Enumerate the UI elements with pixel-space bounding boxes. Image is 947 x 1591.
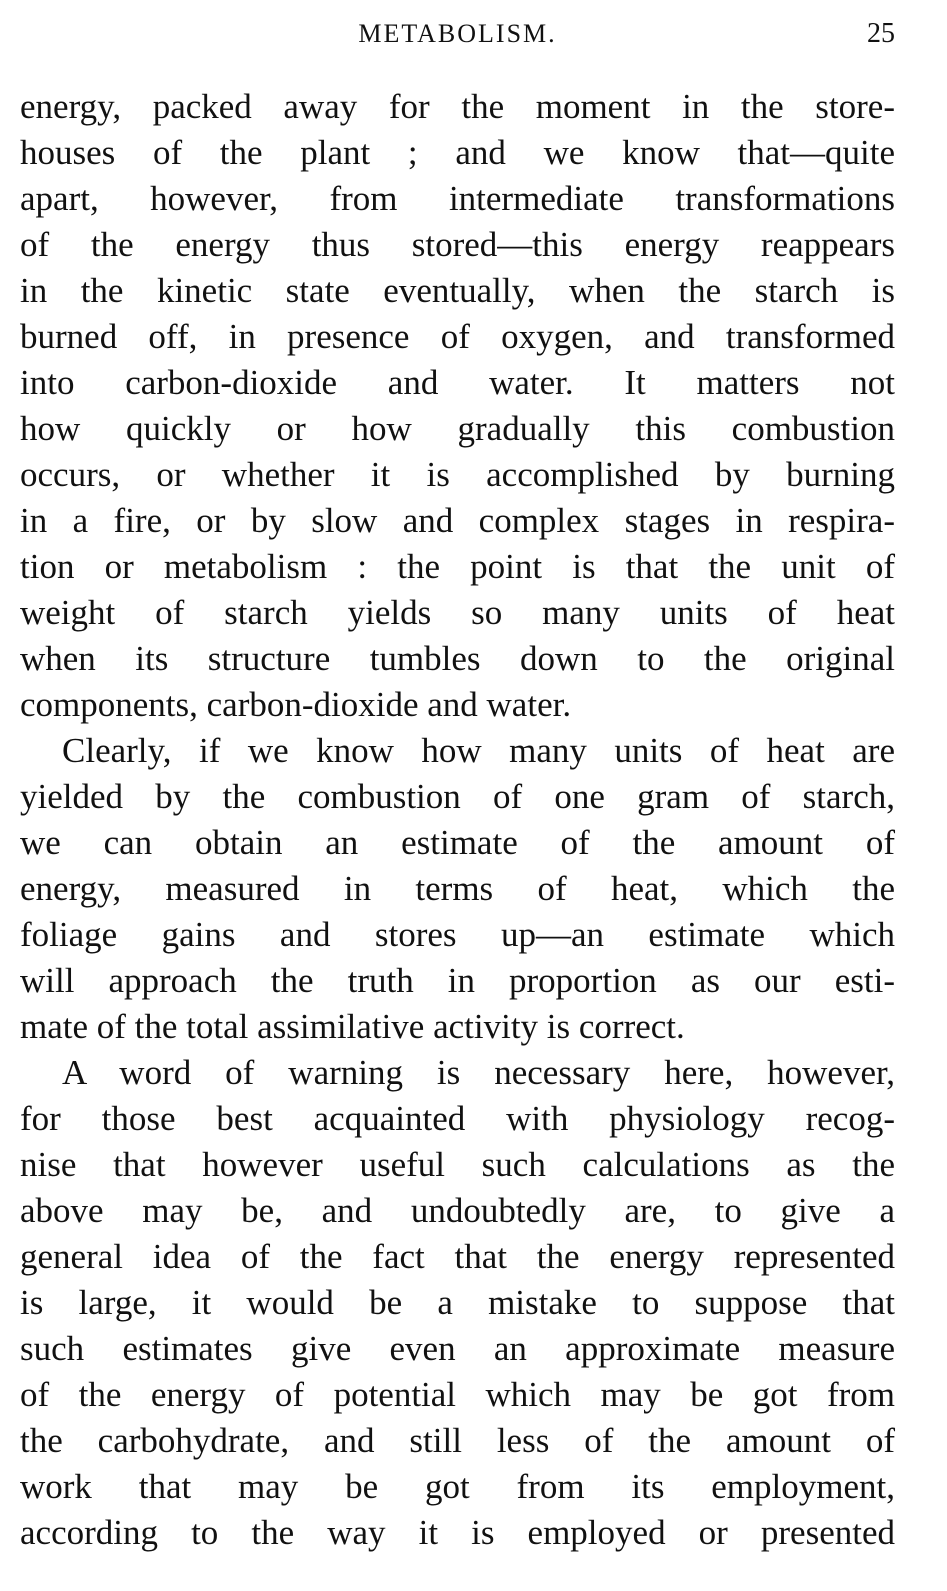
text-line: for those best acquainted with physiology recog- xyxy=(20,1099,895,1138)
text-line: we can obtain an estimate of the amount of xyxy=(20,823,895,862)
text-line: Clearly, if we know how many units of heat are xyxy=(62,731,895,770)
text-line: energy, measured in terms of heat, which the xyxy=(20,869,895,908)
text-line: apart, however, from intermediate transformations xyxy=(20,179,895,218)
text-line: general idea of the fact that the energy represented xyxy=(20,1237,895,1276)
text-line: according to the way it is employed or presented xyxy=(20,1513,895,1552)
text-line: energy, packed away for the moment in the store- xyxy=(20,87,895,126)
body-text xyxy=(20,84,895,1556)
text-line: A word of warning is necessary here, however, xyxy=(62,1053,895,1092)
text-line: when its structure tumbles down to the original xyxy=(20,639,895,678)
text-line: components, carbon-dioxide and water. xyxy=(20,685,572,724)
text-line: weight of starch yields so many units of heat xyxy=(20,593,895,632)
text-line: in the kinetic state eventually, when the starch is xyxy=(20,271,895,310)
text-line: nise that however useful such calculations as the xyxy=(20,1145,895,1184)
paragraph-2 xyxy=(20,728,895,1050)
text-line: of the energy of potential which may be got from xyxy=(20,1375,895,1414)
text-line: how quickly or how gradually this combustion xyxy=(20,409,895,448)
text-line: mate of the total assimilative activity is correct. xyxy=(20,1007,685,1046)
text-line: yielded by the combustion of one gram of starch, xyxy=(20,777,895,816)
text-line: will approach the truth in proportion as our esti- xyxy=(20,961,895,1000)
text-line: of the energy thus stored—this energy reappears xyxy=(20,225,895,264)
text-line: above may be, and undoubtedly are, to give a xyxy=(20,1191,895,1230)
page-number: 25 xyxy=(867,18,895,49)
paragraph-3 xyxy=(20,1050,895,1556)
text-line: houses of the plant ; and we know that—quite xyxy=(20,133,895,172)
text-line: burned off, in presence of oxygen, and transformed xyxy=(20,317,895,356)
running-title: METABOLISM. xyxy=(358,19,557,48)
text-line: is large, it would be a mistake to suppose that xyxy=(20,1283,895,1322)
text-line: into carbon-dioxide and water. It matters not xyxy=(20,363,895,402)
text-line: foliage gains and stores up—an estimate which xyxy=(20,915,895,954)
text-line: such estimates give even an approximate measure xyxy=(20,1329,895,1368)
text-line: tion or metabolism : the point is that the unit of xyxy=(20,547,895,586)
running-head xyxy=(20,14,895,54)
text-line: the carbohydrate, and still less of the amount of xyxy=(20,1421,895,1460)
paragraph-1 xyxy=(20,84,895,728)
text-line: work that may be got from its employment, xyxy=(20,1467,895,1506)
text-line: occurs, or whether it is accomplished by burning xyxy=(20,455,895,494)
text-line: in a fire, or by slow and complex stages in respira- xyxy=(20,501,895,540)
